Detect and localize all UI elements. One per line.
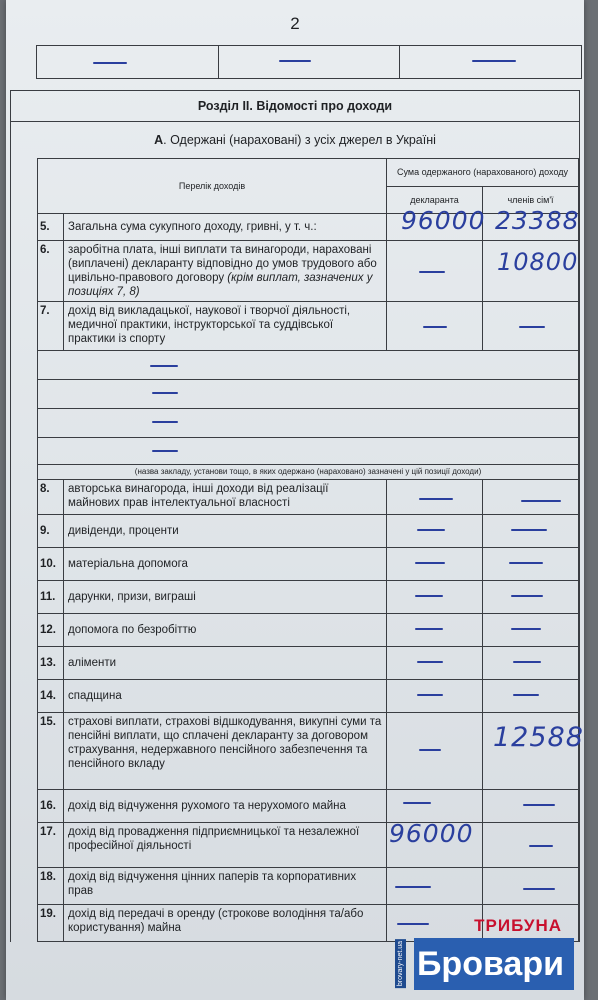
row-number: 6. — [38, 241, 64, 302]
section-title: Розділ ІІ. Відомості про доходи — [11, 90, 579, 122]
ink-dash — [152, 450, 178, 452]
table-row — [38, 241, 579, 302]
ink-dash — [150, 365, 178, 367]
declarant-value — [387, 302, 483, 351]
ink-dash — [415, 562, 445, 564]
family-value — [483, 241, 579, 302]
ink-dash — [523, 888, 555, 890]
ink-dash — [511, 529, 547, 531]
ink-dash — [472, 60, 516, 62]
row-number: 11. — [38, 581, 64, 614]
watermark-bottom-text: Бровари — [414, 938, 574, 990]
row-number: 12. — [38, 614, 64, 647]
ink-dash — [419, 271, 445, 273]
row-number: 8. — [38, 480, 64, 515]
ink-dash — [279, 60, 311, 62]
row-text: страхові виплати, страхові відшкодування, викупні суми та пенсійні виплати, що сплачені декларанту за договором страхування, недержавного пенсійного забезпечення та пенсійного вкладу — [64, 713, 387, 790]
ink-dash — [513, 694, 539, 696]
row-note: (крім виплат, зазначених у позиціях 7, 8) — [68, 272, 373, 298]
table-row — [38, 581, 579, 614]
row-text: дарунки, призи, виграші — [64, 581, 387, 614]
table-row — [38, 515, 579, 548]
list-header: Перелік доходів — [38, 159, 387, 214]
table-row — [38, 823, 579, 868]
row-text: аліменти — [64, 647, 387, 680]
ink-dash — [403, 802, 431, 804]
subsection-letter: А — [154, 133, 164, 147]
row-number: 13. — [38, 647, 64, 680]
ink-dash — [395, 886, 431, 888]
watermark-url: brovary-net.ua — [397, 940, 404, 986]
declarant-header: декларанта — [387, 186, 483, 214]
ink-dash — [152, 392, 178, 394]
ink-dash — [523, 804, 555, 806]
row-text: спадщина — [64, 680, 387, 713]
table-row — [38, 614, 579, 647]
row-number: 18. — [38, 868, 64, 905]
row-text: Загальна сума сукупного доходу, гривні, у т. ч.: — [64, 214, 387, 241]
ink-dash — [521, 500, 561, 502]
handwritten-value: 23388 — [495, 206, 580, 235]
row-number: 7. — [38, 302, 64, 351]
handwritten-value: 10800 — [497, 248, 579, 276]
ink-dash — [415, 628, 443, 630]
table-row — [38, 302, 579, 351]
handwritten-value: 12588 — [493, 722, 584, 753]
income-form — [10, 90, 584, 942]
table-row — [38, 713, 579, 790]
row-number: 17. — [38, 823, 64, 868]
ink-dash — [509, 562, 543, 564]
row-text: дивіденди, проценти — [64, 515, 387, 548]
row-text: дохід від передачі в оренду (строкове володіння та/або користування) майна — [64, 905, 387, 942]
institution-line — [38, 438, 579, 465]
ink-dash — [511, 595, 543, 597]
row-number: 14. — [38, 680, 64, 713]
family-header: членів сім'ї — [483, 186, 579, 214]
row-number: 9. — [38, 515, 64, 548]
ink-dash — [93, 62, 127, 64]
previous-table-strip — [36, 45, 582, 79]
ink-dash — [417, 529, 445, 531]
ink-dash — [519, 326, 545, 328]
handwritten-value: 96000 — [389, 819, 474, 848]
watermark-top-text: ТРИБУНА — [474, 916, 562, 935]
row-text: авторська винагорода, інші доходи від реалізації майнових прав інтелектуальної власності — [64, 480, 387, 515]
newspaper-watermark — [380, 914, 576, 990]
institution-line — [38, 380, 579, 409]
row-number: 10. — [38, 548, 64, 581]
table-row — [38, 548, 579, 581]
row-text: дохід від викладацької, наукової і творчої діяльності, медичної практики, інструкторської та суддівської практики із спорту — [64, 302, 387, 351]
row-text: матеріальна допомога — [64, 548, 387, 581]
institution-line — [38, 351, 579, 380]
table-header-row — [38, 159, 579, 187]
row-number: 5. — [38, 214, 64, 241]
family-value — [483, 302, 579, 351]
row-text: дохід від провадження підприємницької та незалежної професійної діяльності — [64, 823, 387, 868]
table-row — [38, 214, 579, 241]
ink-dash — [419, 498, 453, 500]
ink-dash — [419, 749, 441, 751]
table-row — [38, 480, 579, 515]
table-row — [38, 680, 579, 713]
row-number: 19. — [38, 905, 64, 942]
declarant-value — [387, 206, 486, 241]
table-row — [38, 647, 579, 680]
ink-dash — [511, 628, 541, 630]
family-value — [483, 206, 580, 241]
ink-dash — [152, 421, 178, 423]
ink-dash — [417, 661, 443, 663]
sum-header: Сума одержаного (нарахованого) доходу — [387, 159, 579, 187]
row-text: заробітна плата, інші виплати та винагороди, нараховані (виплачені) декларанту відповідно до умов трудового або цивільно-правового договору (крім виплат, зазначених у позиціях 7, 8) — [64, 241, 387, 302]
row-number: 16. — [38, 790, 64, 823]
row-text: дохід від відчуження цінних паперів та корпоративних прав — [64, 868, 387, 905]
page-number: 2 — [290, 14, 300, 33]
subsection-text: . Одержані (нараховані) з усіх джерел в Україні — [163, 133, 436, 147]
ink-dash — [415, 595, 443, 597]
ink-dash — [423, 326, 447, 328]
declarant-value — [387, 241, 483, 302]
ink-dash — [513, 661, 541, 663]
income-table — [37, 158, 584, 942]
row-number: 15. — [38, 713, 64, 790]
ink-dash — [417, 694, 443, 696]
table-row — [38, 790, 579, 823]
row-text: дохід від відчуження рухомого та нерухомого майна — [64, 790, 387, 823]
institutions-note: (назва закладу, установи тощо, в яких одержано (нараховано) зазначені у цій позиції доходи) — [38, 465, 579, 480]
institution-line — [38, 409, 579, 438]
ink-dash — [529, 845, 553, 847]
row-text: допомога по безробіттю — [64, 614, 387, 647]
handwritten-value: 96000 — [401, 206, 486, 235]
table-row — [38, 868, 579, 905]
subsection-title — [11, 122, 579, 158]
document-page — [6, 0, 584, 1000]
